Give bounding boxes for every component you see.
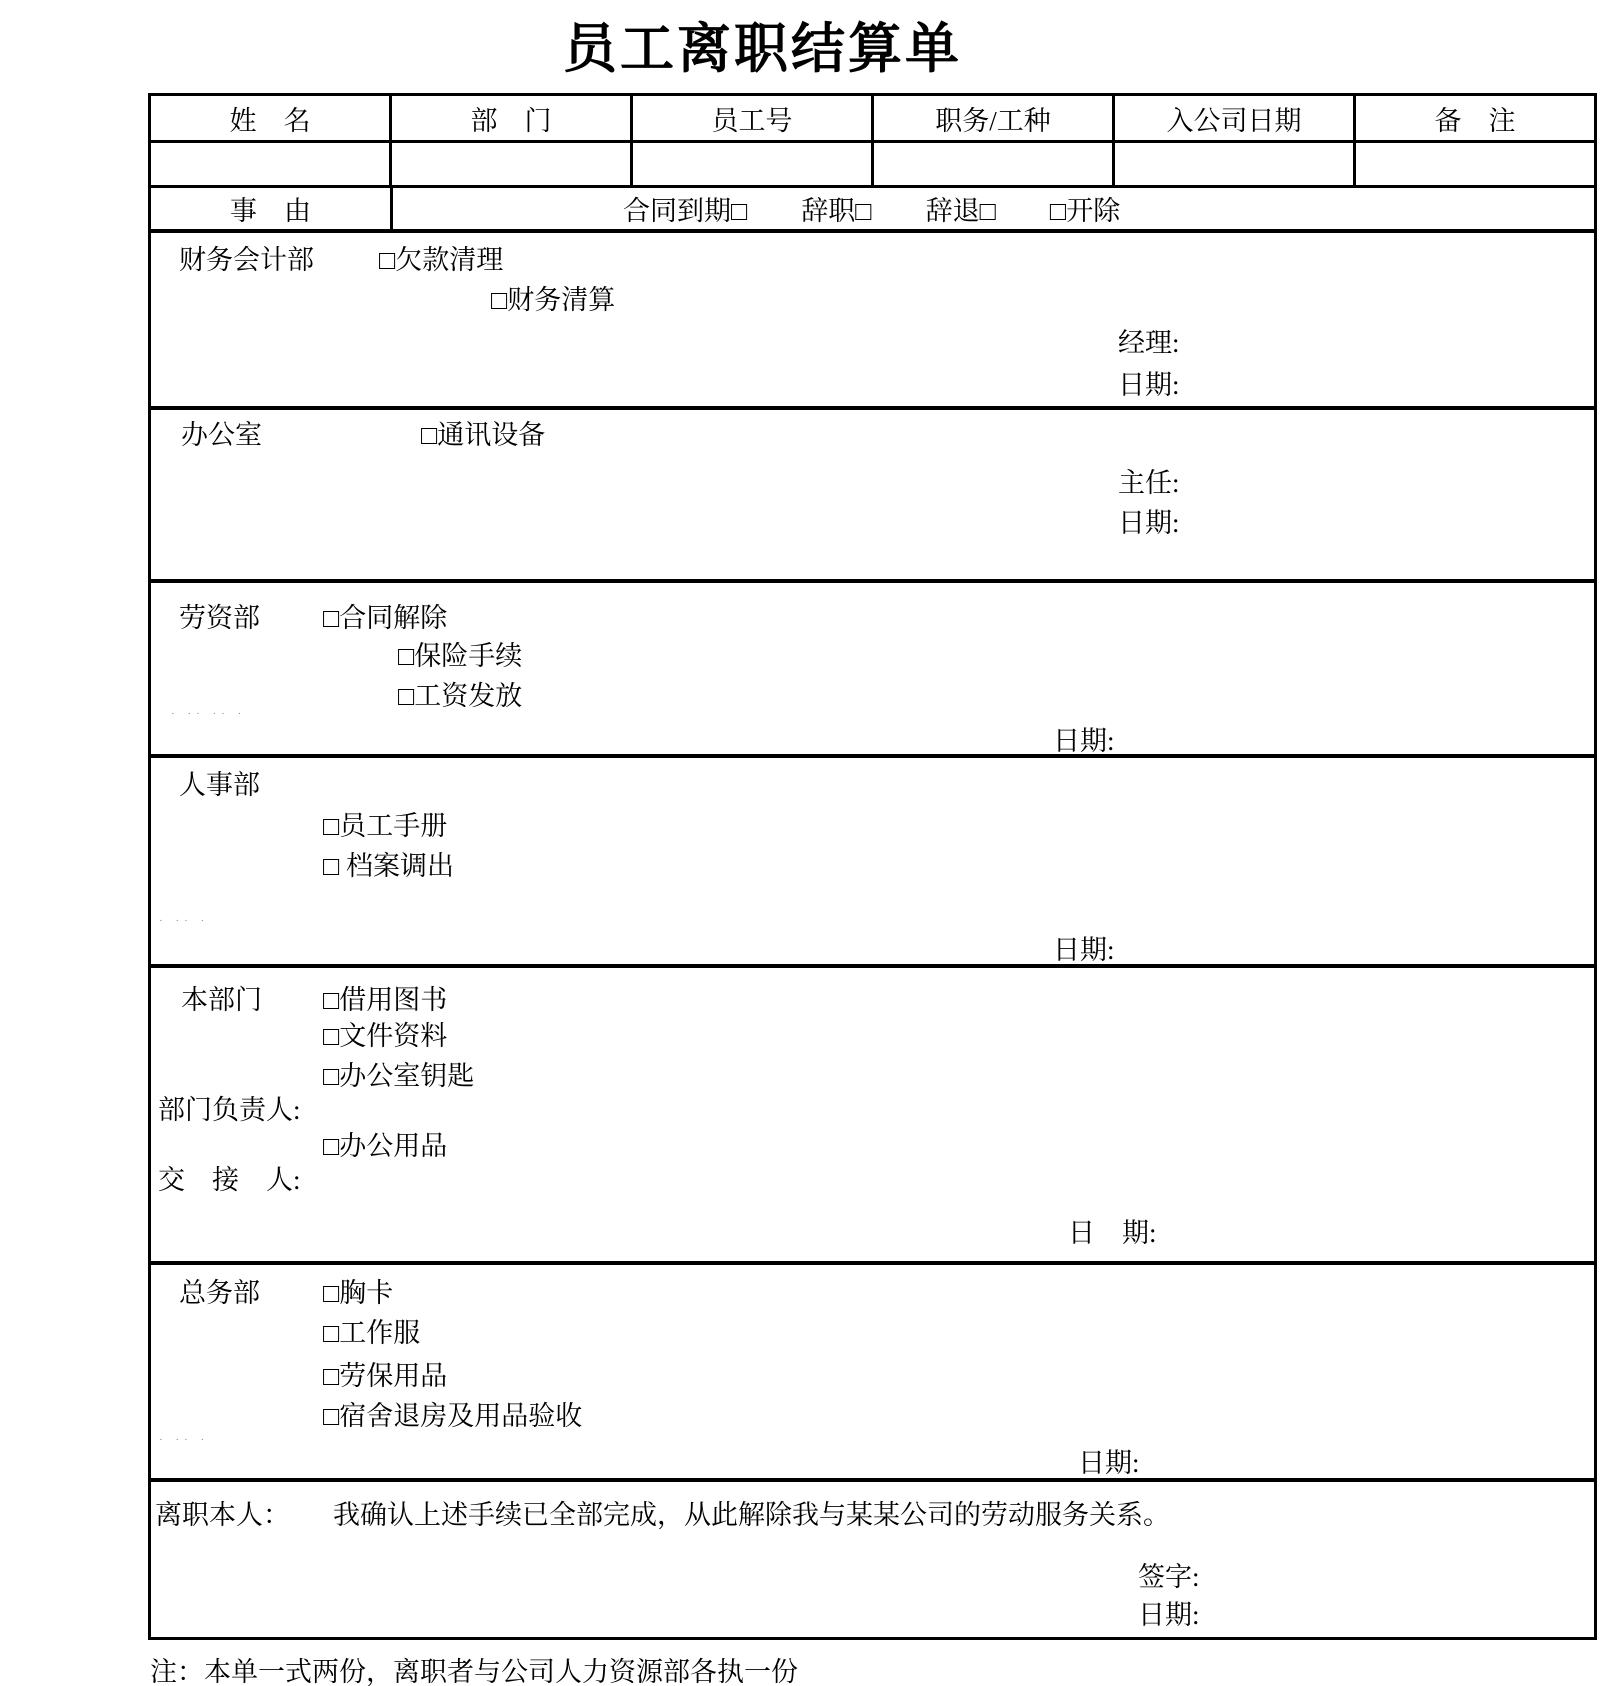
office-director-sign-label: 主任: (1118, 468, 1180, 498)
self-signature-label: 签字: (1138, 1562, 1200, 1592)
general-checkbox-work-uniform: □工作服 (323, 1318, 421, 1348)
section-finance (151, 233, 1594, 410)
hr-checkbox-archive-transfer: □ 档案调出 (323, 851, 455, 881)
header-cell-position: 职务/工种 (874, 96, 1115, 140)
fill-in-row (151, 143, 1594, 188)
header-cell-employee-id: 员工号 (633, 96, 874, 140)
fill-in-cell-remarks (1356, 143, 1594, 185)
erased-text-mark: · ·· ·· · (171, 708, 247, 720)
general-checkbox-labor-protection-supplies: □劳保用品 (323, 1361, 448, 1391)
labor-checkbox-contract-termination: □合同解除 (323, 603, 448, 633)
own-checkbox-office-supplies: □办公用品 (323, 1131, 448, 1161)
header-row (151, 96, 1594, 143)
hr-dept-label: 人事部 (179, 770, 260, 800)
header-cell-name: 姓 名 (151, 96, 392, 140)
section-general-affairs (151, 1265, 1594, 1482)
section-hr (151, 758, 1594, 968)
section-own-department (151, 968, 1594, 1265)
fill-in-cell-name (151, 143, 392, 185)
section-self-confirmation (151, 1482, 1594, 1640)
section-labor (151, 583, 1594, 758)
header-cell-join-date: 入公司日期 (1115, 96, 1356, 140)
labor-dept-label: 劳资部 (179, 603, 260, 633)
own-date-label: 日 期: (1068, 1218, 1157, 1248)
fill-in-cell-department (392, 143, 633, 185)
self-date-label: 日期: (1138, 1600, 1200, 1630)
general-date-label: 日期: (1078, 1448, 1140, 1478)
reason-label: 事 由 (151, 188, 393, 229)
self-confirmation-statement: 我确认上述手续已全部完成，从此解除我与某某公司的劳动服务关系。 (333, 1500, 1170, 1530)
finance-dept-label: 财务会计部 (179, 245, 314, 275)
self-label: 离职本人： (155, 1500, 290, 1530)
finance-checkbox-financial-settlement: □财务清算 (491, 285, 616, 315)
finance-manager-sign-label: 经理: (1118, 328, 1180, 358)
hr-checkbox-employee-handbook: □员工手册 (323, 811, 448, 841)
general-checkbox-badge: □胸卡 (323, 1278, 394, 1308)
header-cell-department: 部 门 (392, 96, 633, 140)
own-checkbox-documents: □文件资料 (323, 1021, 448, 1051)
general-checkbox-dorm-checkout: □宿舍退房及用品验收 (323, 1401, 583, 1431)
labor-checkbox-salary-payment: □工资发放 (398, 681, 523, 711)
general-dept-label: 总务部 (179, 1278, 260, 1308)
section-office (151, 410, 1594, 583)
labor-date-label: 日期: (1053, 726, 1115, 756)
header-cell-remarks: 备 注 (1434, 105, 1516, 136)
own-checkbox-office-keys: □办公室钥匙 (323, 1061, 475, 1091)
fill-in-cell-join-date (1115, 143, 1356, 185)
finance-checkbox-debt-clearing: □欠款清理 (379, 245, 504, 275)
settlement-form-table (148, 93, 1597, 1640)
fill-in-cell-position (874, 143, 1115, 185)
own-handover-person-label: 交 接 人: (158, 1165, 301, 1195)
erased-text-mark: · ·· · (159, 1434, 210, 1446)
reason-row (151, 188, 1594, 233)
fill-in-cell-employee-id (633, 143, 874, 185)
footer-note: 注：本单一式两份，离职者与公司人力资源部各执一份 (150, 1657, 798, 1686)
own-dept-head-sign-label: 部门负责人: (158, 1095, 301, 1125)
office-checkbox-communication-equipment: □通讯设备 (421, 420, 546, 450)
form-title: 员工离职结算单 (563, 19, 962, 79)
labor-checkbox-insurance-procedures: □保险手续 (398, 641, 523, 671)
office-date-label: 日期: (1118, 508, 1180, 538)
finance-date-label: 日期: (1118, 370, 1180, 400)
hr-date-label: 日期: (1053, 935, 1115, 965)
own-dept-label: 本部门 (181, 985, 262, 1015)
own-checkbox-borrowed-books: □借用图书 (323, 985, 448, 1015)
office-dept-label: 办公室 (181, 420, 262, 450)
reason-options: 合同到期□ 辞职□ 辞退□ □开除 (623, 196, 1121, 226)
erased-text-mark: · ·· · (159, 915, 210, 927)
